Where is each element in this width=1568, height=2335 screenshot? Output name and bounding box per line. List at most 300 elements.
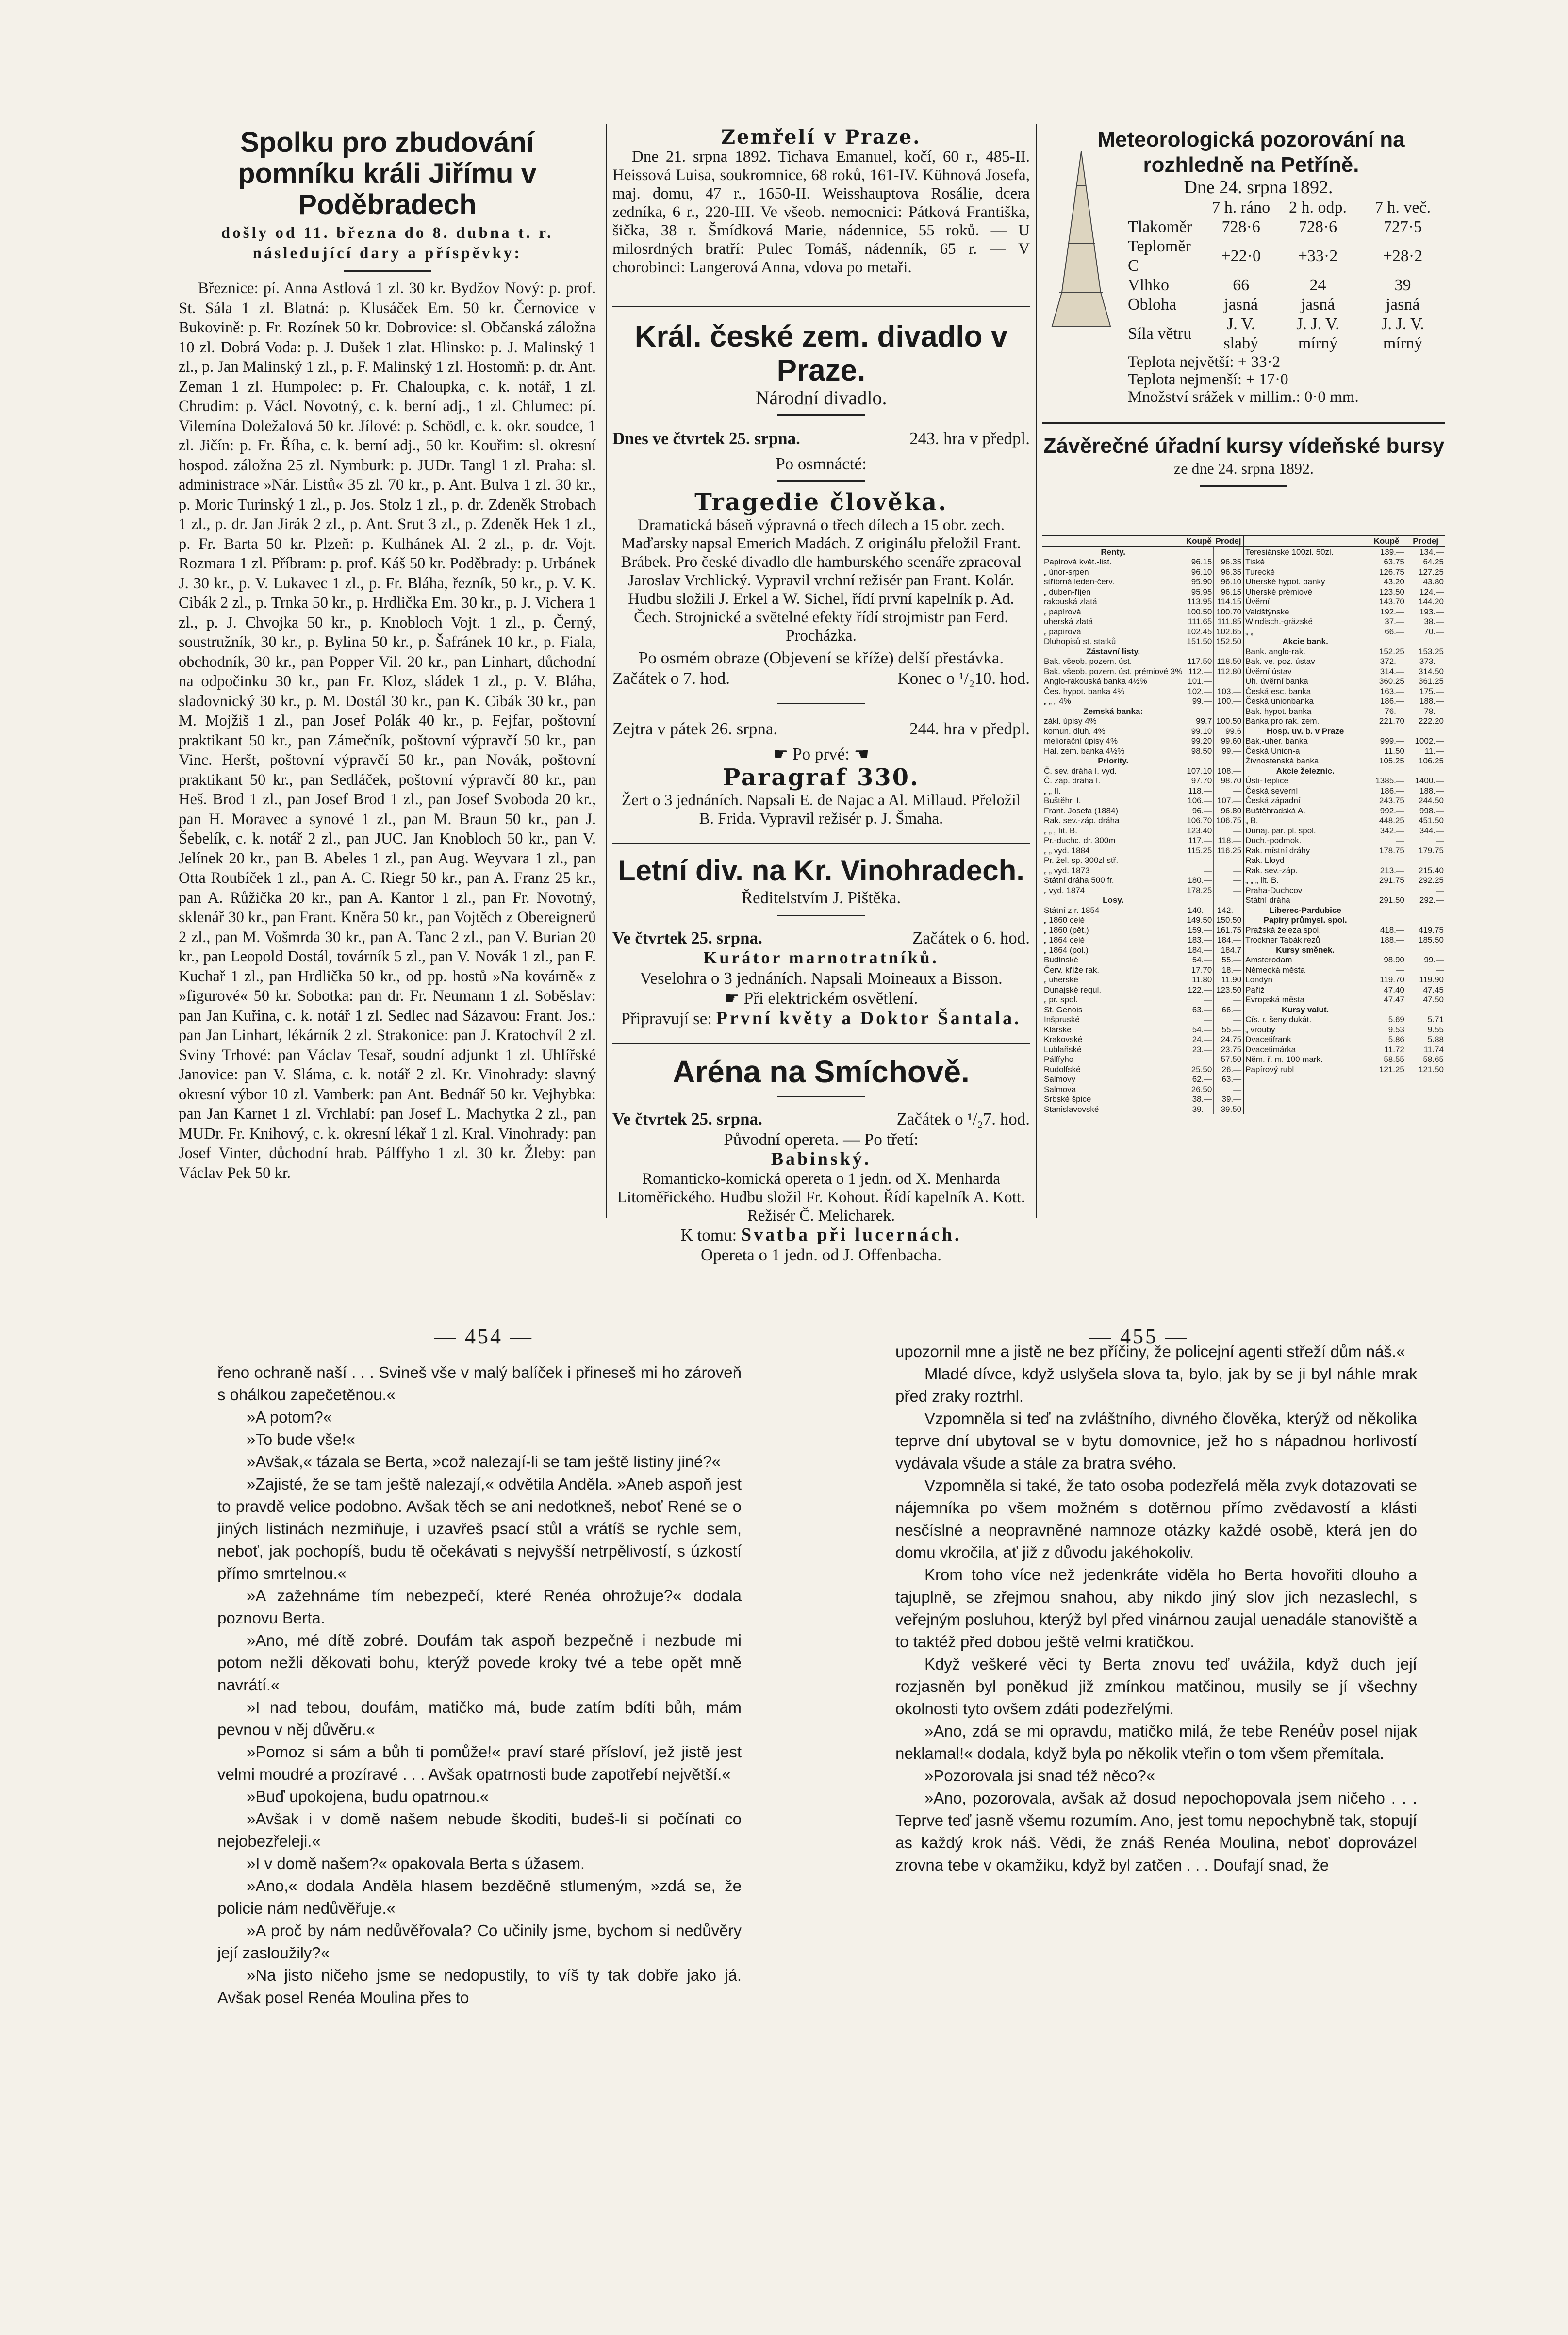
exchange-value: 63.75 bbox=[1367, 557, 1406, 567]
exchange-item: Dvacetimárka bbox=[1243, 1045, 1367, 1055]
petrin-tower-image bbox=[1042, 147, 1120, 331]
exchange-value: 178.25 bbox=[1184, 886, 1214, 896]
exchange-item: Uherské hypot. banky bbox=[1243, 577, 1367, 587]
exchange-value: 62.— bbox=[1184, 1075, 1214, 1085]
pointing-hand-icon: ☛ bbox=[773, 744, 793, 763]
exchange-header-cell bbox=[1243, 536, 1367, 547]
exchange-value: — bbox=[1214, 1085, 1243, 1095]
exchange-empty bbox=[1367, 1085, 1406, 1095]
exchange-item: Losy. bbox=[1103, 895, 1124, 905]
exchange-value: 221.70 bbox=[1367, 716, 1406, 727]
arena-title: Aréna na Smíchově. bbox=[673, 1054, 970, 1089]
summer-theatre-subtitle: Ředitelstvím J. Pištěka. bbox=[741, 888, 901, 907]
exchange-value: 26.50 bbox=[1184, 1085, 1214, 1095]
exchange-empty bbox=[1243, 1105, 1367, 1115]
exchange-value: 192.— bbox=[1367, 607, 1406, 617]
exchange-row bbox=[1042, 627, 1445, 637]
divider bbox=[612, 843, 1030, 844]
exchange-item: Č. sev. dráha I. vyd. bbox=[1044, 766, 1117, 776]
exchange-value: 39.— bbox=[1214, 1094, 1243, 1105]
exchange-item: Pražská železa spol. bbox=[1243, 926, 1367, 936]
exchange-item: Hosp. uv. b. v Praze bbox=[1243, 727, 1367, 737]
meteo-cell: Síla větru bbox=[1128, 324, 1192, 343]
exchange-row bbox=[1042, 746, 1445, 757]
exchange-item: Krakovské bbox=[1044, 1035, 1083, 1044]
meteo-cell: 66 bbox=[1233, 276, 1250, 294]
meteo-cell: J. J. V. mírný bbox=[1381, 315, 1424, 352]
show-note: Původní opereta. — Po třetí: bbox=[724, 1129, 919, 1149]
exchange-value: 127.25 bbox=[1406, 567, 1445, 578]
exchange-value bbox=[1406, 915, 1445, 926]
exchange-item: Bak. hypot. banka bbox=[1243, 707, 1367, 717]
show-start: Začátek o ¹/₂7. hod. bbox=[896, 1110, 1030, 1128]
exchange-item: Papírový rubl bbox=[1243, 1065, 1367, 1075]
exchange-item: Rak. sev.-záp. bbox=[1243, 866, 1367, 876]
exchange-value: 184.— bbox=[1184, 945, 1214, 956]
exchange-value: 39.50 bbox=[1214, 1105, 1243, 1115]
exchange-row bbox=[1042, 1105, 1445, 1115]
exchange-value: — bbox=[1184, 1055, 1214, 1065]
exchange-item: komun. dluh. 4% bbox=[1044, 726, 1106, 736]
show-title: Tragedie člověka. bbox=[694, 489, 948, 516]
exchange-value: — bbox=[1406, 856, 1445, 866]
exchange-value: 1002.— bbox=[1406, 736, 1445, 746]
exchange-value bbox=[1406, 945, 1445, 956]
exchange-item: Čes. hypot. banka 4% bbox=[1044, 686, 1125, 696]
exchange-value: 5.88 bbox=[1406, 1035, 1445, 1045]
novel-paragraph: »A proč by nám nedůvěřovala? Co učinily jsme, bychom si nedůvěry její zasloužily?« bbox=[217, 1921, 742, 1962]
exchange-row bbox=[1042, 557, 1445, 567]
exchange-value: 18.— bbox=[1214, 965, 1243, 976]
exchange-row bbox=[1042, 567, 1445, 578]
exchange-item: Rak. Lloyd bbox=[1243, 856, 1367, 866]
exchange-row bbox=[1042, 876, 1445, 886]
exchange-empty bbox=[1367, 1105, 1406, 1115]
exchange-item: Bak.-uher. banka bbox=[1243, 736, 1367, 746]
exchange-value: 188.— bbox=[1406, 786, 1445, 796]
exchange-item: Salmovy bbox=[1044, 1075, 1076, 1084]
exchange-value: 102.— bbox=[1184, 687, 1214, 697]
exchange-item: „ 1864 (pol.) bbox=[1044, 945, 1089, 955]
exchange-row bbox=[1042, 975, 1445, 985]
exchange-value bbox=[1214, 756, 1243, 766]
exchange-item: Turecké bbox=[1243, 567, 1367, 578]
exchange-row bbox=[1042, 1075, 1445, 1085]
exchange-value: 114.15 bbox=[1214, 597, 1243, 607]
exchange-item: Cís. r. šeny dukát. bbox=[1243, 1015, 1367, 1025]
exchange-row bbox=[1042, 866, 1445, 876]
exchange-value: 122.— bbox=[1184, 985, 1214, 995]
exchange-value: 107.10 bbox=[1184, 766, 1214, 777]
exchange-row bbox=[1042, 577, 1445, 587]
exchange-item: Amsterodam bbox=[1243, 955, 1367, 965]
exchange-value: 179.75 bbox=[1406, 846, 1445, 856]
exchange-header-cell: Prodej bbox=[1406, 536, 1445, 547]
exchange-value bbox=[1406, 637, 1445, 647]
exchange-value: 121.25 bbox=[1367, 1065, 1406, 1075]
exchange-value: 152.50 bbox=[1214, 637, 1243, 647]
exchange-value: 98.50 bbox=[1184, 746, 1214, 757]
exchange-value: 124.— bbox=[1406, 587, 1445, 597]
exchange-value: 96.15 bbox=[1214, 587, 1243, 597]
divider bbox=[1042, 422, 1445, 424]
prep-label: Připravují se: bbox=[621, 1009, 712, 1028]
exchange-value: 100.50 bbox=[1184, 607, 1214, 617]
exchange-value bbox=[1367, 906, 1406, 916]
exchange-value: 24.— bbox=[1184, 1035, 1214, 1045]
exchange-item: „ „ vyd. 1873 bbox=[1044, 865, 1090, 875]
exchange-value bbox=[1367, 915, 1406, 926]
exchange-value: 123.50 bbox=[1367, 587, 1406, 597]
exchange-item: Česká severní bbox=[1243, 786, 1367, 796]
exchange-row bbox=[1042, 587, 1445, 597]
exchange-item: Buštěhr. I. bbox=[1044, 796, 1081, 805]
exchange-value: 106.70 bbox=[1184, 816, 1214, 826]
exchange-row bbox=[1042, 1055, 1445, 1065]
exchange-row bbox=[1042, 806, 1445, 816]
donations-title: Spolku pro zbudování pomníku králi Jiřímu v Poděbradech bbox=[238, 127, 537, 220]
exchange-row bbox=[1042, 766, 1445, 777]
exchange-value: 97.70 bbox=[1184, 776, 1214, 786]
exchange-row bbox=[1042, 935, 1445, 945]
exchange-item: „ „ vyd. 1884 bbox=[1044, 845, 1090, 855]
exchange-item: Rudolfské bbox=[1044, 1064, 1081, 1074]
exchange-value: 106.25 bbox=[1406, 756, 1445, 766]
exchange-item: Č. záp. dráha I. bbox=[1044, 776, 1101, 785]
exchange-item: Hal. zem. banka 4½% bbox=[1044, 746, 1125, 756]
exchange-item: Bak. ve. poz. ústav bbox=[1243, 657, 1367, 667]
show-title: Kurátor marnotratníků. bbox=[703, 948, 939, 967]
exchange-row bbox=[1042, 687, 1445, 697]
divider bbox=[344, 270, 431, 272]
exchange-row bbox=[1042, 816, 1445, 826]
exchange-item: Praha-Duchcov bbox=[1243, 886, 1367, 896]
exchange-value: 292.25 bbox=[1406, 876, 1445, 886]
exchange-row bbox=[1042, 707, 1445, 717]
exchange-value: 96.10 bbox=[1184, 567, 1214, 578]
exchange-item: rakouská zlatá bbox=[1044, 597, 1097, 606]
exchange-value: 373.— bbox=[1406, 657, 1445, 667]
exchange-item: Ústí-Teplice bbox=[1243, 776, 1367, 786]
exchange-item: „ 1864 celé bbox=[1044, 935, 1085, 944]
novel-paragraph: »Ano, zdá se mi opravdu, matičko milá, že tebe Renéův posel nijak neklamal!« dodala, když byla po několik vteřin o tom všem přemítala. bbox=[895, 1722, 1417, 1762]
exchange-item: Uherské prémiové bbox=[1243, 587, 1367, 597]
exchange-value: 103.— bbox=[1214, 687, 1243, 697]
novel-paragraph: »Buď upokojena, budu opatrnou.« bbox=[247, 1788, 489, 1805]
exchange-value: 99.20 bbox=[1184, 736, 1214, 746]
extra-title: Svatba při lucernách. bbox=[741, 1224, 962, 1245]
exchange-row bbox=[1042, 945, 1445, 956]
exchange-value: 111.65 bbox=[1184, 617, 1214, 627]
novel-paragraph: Mladé dívce, když uslyšela slova ta, bylo, jak by se ji byl náhle mrak před zraky roztrhl. bbox=[895, 1365, 1417, 1405]
meteo-cell: Teploměr C bbox=[1128, 237, 1191, 275]
exchange-value: 184.7 bbox=[1214, 945, 1243, 956]
meteo-header-cell: 7 h. ráno bbox=[1212, 198, 1271, 216]
exchange-row bbox=[1042, 826, 1445, 836]
show-number: 244. hra v předpl. bbox=[909, 719, 1030, 738]
exchange-item: Evropská města bbox=[1243, 995, 1367, 1005]
exchange-value bbox=[1214, 547, 1243, 558]
exchange-item: „ „ „ lit. B. bbox=[1044, 826, 1077, 835]
exchange-value: 96.80 bbox=[1214, 806, 1243, 816]
novel-paragraph: »I v domě našem?« opakovala Berta s úžasem. bbox=[247, 1855, 585, 1872]
exchange-item: „ duben-říjen bbox=[1044, 587, 1091, 596]
exchange-value: — bbox=[1214, 856, 1243, 866]
show-number: 243. hra v předpl. bbox=[909, 429, 1030, 448]
summer-theatre-title: Letní div. na Kr. Vinohradech. bbox=[618, 854, 1024, 887]
exchange-value: 99.7 bbox=[1184, 716, 1214, 727]
exchange-value: 96.— bbox=[1184, 806, 1214, 816]
novel-paragraph: »I nad tebou, doufám, matičko má, bude zatím bdíti bůh, mám pevnou v něj důvěru.« bbox=[217, 1698, 742, 1739]
exchange-value: 175.— bbox=[1406, 687, 1445, 697]
exchange-value: 183.— bbox=[1184, 935, 1214, 945]
exchange-value: 159.— bbox=[1184, 926, 1214, 936]
divider bbox=[612, 306, 1030, 307]
exchange-item: Buštěhradská A. bbox=[1243, 806, 1367, 816]
show-title: Babinský. bbox=[771, 1149, 872, 1169]
show-description: Žert o 3 jednáních. Napsali E. de Najac a Al. Millaud. Přeložil B. Frida. Vypravil režisér p. J. Šmaha. bbox=[621, 792, 1021, 828]
exchange-row bbox=[1042, 727, 1445, 737]
exchange-item: Zemská banka: bbox=[1083, 706, 1143, 716]
exchange-value: 163.— bbox=[1367, 687, 1406, 697]
exchange-value bbox=[1367, 727, 1406, 737]
exchange-item: Akcie železnic. bbox=[1243, 766, 1367, 777]
exchange-empty bbox=[1367, 1094, 1406, 1105]
exchange-value bbox=[1406, 727, 1445, 737]
exchange-header-cell: Prodej bbox=[1214, 536, 1243, 547]
exchange-row bbox=[1042, 1085, 1445, 1095]
exchange-value: 23.— bbox=[1184, 1045, 1214, 1055]
exchange-row bbox=[1042, 776, 1445, 786]
exchange-row bbox=[1042, 637, 1445, 647]
exchange-value: 119.70 bbox=[1367, 975, 1406, 985]
meteo-cell: Vlhko bbox=[1128, 276, 1169, 294]
exchange-row bbox=[1042, 756, 1445, 766]
novel-paragraph: »Ano, pozorovala, avšak až dosud nepochopovala jsem ničeho . . . Teprve teď jasně všemu rozumím. Ano, jest tomu nepochybně tak, stopují as každý krok náš. Vědi, že znáš Renéa Moulina, neboť doprovázel zrovna tebe v okamžiku, když byl zatčen . . . Doufají snad, že bbox=[895, 1789, 1417, 1874]
exchange-value: 118.50 bbox=[1214, 657, 1243, 667]
exchange-row bbox=[1042, 836, 1445, 846]
exchange-value: 102.65 bbox=[1214, 627, 1243, 637]
exchange-value: 47.47 bbox=[1367, 995, 1406, 1005]
novel-paragraph: »To bude vše!« bbox=[247, 1430, 355, 1448]
exchange-value: 5.86 bbox=[1367, 1035, 1406, 1045]
exchange-item: „ únor-srpen bbox=[1044, 567, 1089, 577]
exchange-value: — bbox=[1214, 876, 1243, 886]
exchange-value: 99.10 bbox=[1184, 727, 1214, 737]
exchange-value: 143.70 bbox=[1367, 597, 1406, 607]
extra-label: K tomu: bbox=[680, 1225, 737, 1244]
deaths-title: Zemřelí v Praze. bbox=[721, 126, 922, 149]
exchange-row bbox=[1042, 647, 1445, 657]
exchange-value: 63.— bbox=[1184, 1005, 1214, 1015]
exchange-item: Dluhopisů st. statků bbox=[1044, 637, 1116, 646]
exchange-value: 17.70 bbox=[1184, 965, 1214, 976]
exchange-value: — bbox=[1214, 786, 1243, 796]
exchange-item: Státní dráha bbox=[1243, 895, 1367, 906]
exchange-value: 47.45 bbox=[1406, 985, 1445, 995]
exchange-item: Frant. Josefa (1884) bbox=[1044, 806, 1119, 815]
exchange-value: 76.— bbox=[1367, 707, 1406, 717]
exchange-value bbox=[1184, 547, 1214, 558]
exchange-row bbox=[1042, 657, 1445, 667]
novel-paragraph: »Na jisto ničeho jsme se nedopustily, to víš ty tak dobře jako já. Avšak posel Renéa Moulina přes to bbox=[217, 1966, 742, 2006]
exchange-value: 185.50 bbox=[1406, 935, 1445, 945]
exchange-value: 96.15 bbox=[1184, 557, 1214, 567]
show-description: Dramatická báseň výpravná o třech dílech a 15 obr. zech. Maďarsky napsal Emerich Madách. Z originálu přeložil Frant. Brábek. Pro české divadlo dle hamburského scenáře zpracoval Jaroslav Vrchlický. Vypravil vrchní režisér pan Frant. Kolár. Hudbu složili J. Erkel a W. Sichel, řídí první kapelník p. Ad. Čech. Strojnické a světelné efekty řídí strojmistr pan Ferd. Procházka. bbox=[621, 516, 1022, 645]
exchange-row bbox=[1042, 1015, 1445, 1025]
exchange-value: 121.50 bbox=[1406, 1065, 1445, 1075]
novel-page-left bbox=[217, 1361, 742, 2009]
novel-paragraph: »Pozorovala jsi snad též něco?« bbox=[924, 1767, 1155, 1785]
exchange-empty bbox=[1367, 1075, 1406, 1085]
exchange-value: 451.50 bbox=[1406, 816, 1445, 826]
pointing-hand-icon: ☚ bbox=[849, 744, 869, 763]
exchange-value: 100.— bbox=[1214, 696, 1243, 707]
exchange-item: „ papírová bbox=[1044, 627, 1081, 636]
extra-description: Opereta o 1 jedn. od J. Offenbacha. bbox=[701, 1245, 941, 1264]
exchange-value: 11.50 bbox=[1367, 746, 1406, 757]
exchange-value: 96.35 bbox=[1214, 567, 1243, 578]
exchange-item: Rak. místní dráhy bbox=[1243, 846, 1367, 856]
exchange-value: — bbox=[1214, 886, 1243, 896]
exchange-value bbox=[1184, 707, 1214, 717]
show-start: Začátek o 7. hod. bbox=[612, 668, 730, 688]
exchange-item: Státní dráha 500 fr. bbox=[1044, 876, 1114, 885]
show-day: Zejtra v pátek 26. srpna. bbox=[612, 719, 778, 738]
exchange-value bbox=[1367, 1005, 1406, 1015]
exchange-row bbox=[1042, 1065, 1445, 1075]
meteo-date: Dne 24. srpna 1892. bbox=[1184, 177, 1333, 198]
exchange-value: 111.85 bbox=[1214, 617, 1243, 627]
exchange-value: 180.— bbox=[1184, 876, 1214, 886]
exchange-value: 193.— bbox=[1406, 607, 1445, 617]
meteo-title: Meteorologická pozorování na rozhledně na Petříně. bbox=[1097, 128, 1405, 177]
exchange-item: St. Genois bbox=[1044, 1005, 1083, 1014]
exchange-value: 361.25 bbox=[1406, 677, 1445, 687]
exchange-item: Rak. sev.-záp. dráha bbox=[1044, 816, 1120, 825]
exchange-row bbox=[1042, 1005, 1445, 1015]
exchange-row bbox=[1042, 617, 1445, 627]
exchange-row bbox=[1042, 1094, 1445, 1105]
exchange-value: 116.25 bbox=[1214, 846, 1243, 856]
exchange-value: 1385.— bbox=[1367, 776, 1406, 786]
exchange-value: 153.25 bbox=[1406, 647, 1445, 657]
novel-paragraph: »Pomoz si sám a bůh ti pomůže!« praví staré přísloví, jež jistě jest velmi moudré a prozíravé . . . Avšak opatrnosti bude zapotřebí největší.« bbox=[217, 1743, 742, 1783]
exchange-value: — bbox=[1214, 826, 1243, 836]
exchange-value: 55.— bbox=[1214, 955, 1243, 965]
meteo-cell: J. J. V. mírný bbox=[1296, 315, 1339, 352]
exchange-value bbox=[1367, 766, 1406, 777]
exchange-value: 292.— bbox=[1406, 895, 1445, 906]
show-note: Po prvé: bbox=[792, 744, 850, 763]
exchange-value: — bbox=[1406, 836, 1445, 846]
exchange-row bbox=[1042, 886, 1445, 896]
exchange-value: — bbox=[1184, 1015, 1214, 1025]
exchange-value bbox=[1406, 906, 1445, 916]
exchange-row bbox=[1042, 667, 1445, 677]
exchange-item: Anglo-rakouská banka 4½% bbox=[1044, 677, 1147, 686]
exchange-value: 244.50 bbox=[1406, 796, 1445, 806]
exchange-value: 66.— bbox=[1367, 627, 1406, 637]
exchange-item: Kursy směnek. bbox=[1243, 945, 1367, 956]
exchange-item: „ „ bbox=[1243, 627, 1367, 637]
exchange-item: Liberec-Pardubice bbox=[1243, 906, 1367, 916]
column-donations bbox=[179, 127, 596, 1183]
show-description: Romanticko-komická opereta o 1 jedn. od X. Menharda Litoměřického. Hudbu složil Fr. Kohout. Řídí kapelník A. Kott. Režisér Č. Melicharek. bbox=[617, 1170, 1025, 1225]
exchange-item: zákl. úpisy 4% bbox=[1044, 716, 1097, 726]
exchange-row bbox=[1042, 846, 1445, 856]
divider bbox=[1200, 485, 1287, 487]
novel-paragraph: »Avšak i v domě našem nebude škoditi, budeš-li si počínati co nejobezřeleji.« bbox=[217, 1810, 742, 1850]
exchange-item: „ vrouby bbox=[1243, 1025, 1367, 1035]
exchange-empty bbox=[1406, 1085, 1445, 1095]
exchange-value: 54.— bbox=[1184, 1025, 1214, 1035]
meteo-cell: 727·5 bbox=[1383, 217, 1422, 236]
exchange-item: Londýn bbox=[1243, 975, 1367, 985]
meteo-min: Teplota nejmenší: + 17·0 bbox=[1128, 370, 1288, 388]
exchange-item: Windisch.-gräzské bbox=[1243, 617, 1367, 627]
pointing-hand-icon: ☛ bbox=[724, 989, 744, 1008]
exchange-value: 291.50 bbox=[1367, 895, 1406, 906]
exchange-item: Banka pro rak. zem. bbox=[1243, 716, 1367, 727]
exchange-item: Dunajské regul. bbox=[1044, 985, 1102, 994]
show-start: Začátek o 6. hod. bbox=[912, 928, 1030, 947]
exchange-value bbox=[1367, 886, 1406, 896]
exchange-value: 23.75 bbox=[1214, 1045, 1243, 1055]
meteo-header-cell bbox=[1125, 198, 1206, 217]
meteo-cell: Obloha bbox=[1128, 295, 1177, 314]
exchange-value: 342.— bbox=[1367, 826, 1406, 836]
exchange-value: 64.25 bbox=[1406, 557, 1445, 567]
exchange-value: 5.69 bbox=[1367, 1015, 1406, 1025]
exchange-value: — bbox=[1367, 965, 1406, 976]
page-number-left: — 454 — bbox=[434, 1325, 533, 1348]
exchange-value: 144.20 bbox=[1406, 597, 1445, 607]
exchange-value: — bbox=[1214, 866, 1243, 876]
meteo-cell: 39 bbox=[1394, 276, 1411, 294]
exchange-item: Inšpruské bbox=[1044, 1015, 1080, 1024]
exchange-value: 291.75 bbox=[1367, 876, 1406, 886]
exchange-value: 39.— bbox=[1184, 1105, 1214, 1115]
exchange-value: 95.90 bbox=[1184, 577, 1214, 587]
exchange-value: 98.70 bbox=[1214, 776, 1243, 786]
exchange-value: 108.— bbox=[1214, 766, 1243, 777]
exchange-value: 24.75 bbox=[1214, 1035, 1243, 1045]
exchange-value: 99.60 bbox=[1214, 736, 1243, 746]
exchange-item: Dunaj. par. pl. spol. bbox=[1243, 826, 1367, 836]
exchange-item: „ „ II. bbox=[1044, 786, 1061, 795]
exchange-value: 47.50 bbox=[1406, 995, 1445, 1005]
exchange-value: 99.— bbox=[1214, 746, 1243, 757]
exchange-value bbox=[1214, 707, 1243, 717]
show-title: Paragraf 330. bbox=[723, 764, 920, 791]
column-rule bbox=[1036, 124, 1037, 1218]
exchange-value: 149.50 bbox=[1184, 915, 1214, 926]
show-day: Dnes ve čtvrtek 25. srpna. bbox=[612, 429, 800, 448]
exchange-value: 26.— bbox=[1214, 1065, 1243, 1075]
novel-paragraph: Krom toho více než jedenkráte viděla ho Berta hovořiti dlouho a tajuplně, se zřejmou snahou, aby nikdo jiný slov jich nezaslechl, s veřejným posluhou, kterýž byl před vinárnou zaujal uenadále stanoviště a to taktéž před dobou ještě velmi kratičkou. bbox=[895, 1566, 1417, 1651]
exchange-row bbox=[1042, 1045, 1445, 1055]
exchange-empty bbox=[1406, 1075, 1445, 1085]
exchange-value: — bbox=[1367, 856, 1406, 866]
novel-paragraph: Když veškeré věci ty Berta znovu teď uvážila, když duch její rozjasněn byl poněkud již zmínkou matčinou, musily se jí všechny okolnosti tyto ovšem zdáti podezřelými. bbox=[895, 1655, 1417, 1718]
exchange-value: 178.75 bbox=[1367, 846, 1406, 856]
exchange-item: Pr. žel. sp. 300zl stř. bbox=[1044, 856, 1119, 865]
novel-paragraph: »A potom?« bbox=[247, 1408, 332, 1426]
meteo-cell: +28·2 bbox=[1383, 247, 1423, 265]
column-rule bbox=[606, 124, 607, 1218]
exchange-item: „ B. bbox=[1243, 816, 1367, 826]
